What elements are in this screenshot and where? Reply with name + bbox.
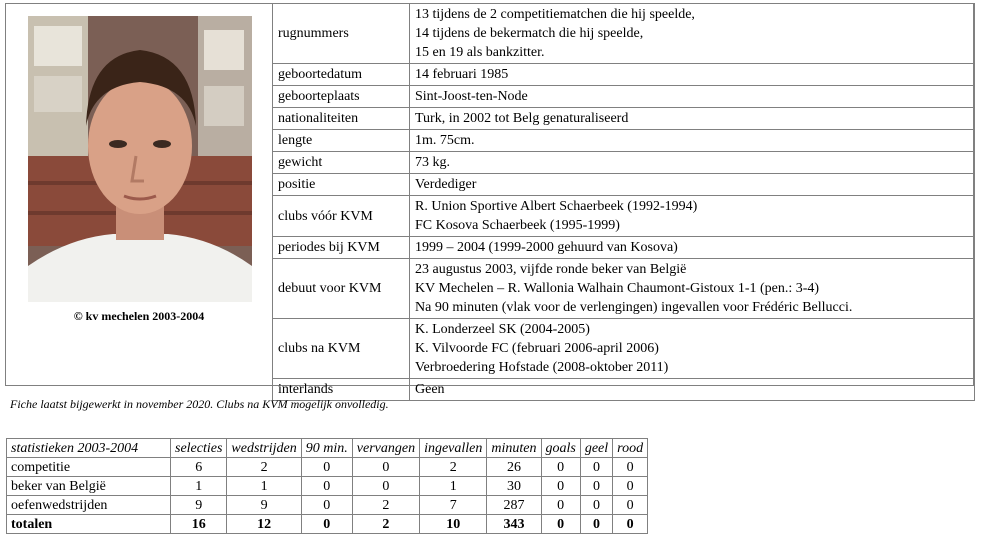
info-row xyxy=(273,64,975,86)
stats-cell: 2 xyxy=(352,496,419,515)
info-value xyxy=(410,108,975,130)
stats-cell: 1 xyxy=(171,477,227,496)
stats-cell: 7 xyxy=(420,496,487,515)
stats-column-header: goals xyxy=(541,439,580,458)
info-label: lengte xyxy=(273,130,410,152)
stats-cell: 0 xyxy=(541,515,580,534)
info-value-line: Geen xyxy=(415,382,445,397)
info-value xyxy=(410,130,975,152)
info-label: periodes bij KVM xyxy=(273,237,410,259)
stats-cell: 0 xyxy=(580,477,612,496)
stats-cell: 0 xyxy=(301,458,352,477)
stats-column-header: minuten xyxy=(487,439,541,458)
stats-cell: 0 xyxy=(541,477,580,496)
stats-column-header: statistieken 2003-2004 xyxy=(7,439,171,458)
update-note: Fiche laatst bijgewerkt in november 2020. Clubs na KVM mogelijk onvolledig. xyxy=(10,397,389,411)
info-value-line: 14 tijdens de bekermatch die hij speelde, xyxy=(415,26,644,41)
stats-cell: 26 xyxy=(487,458,541,477)
info-value-line: Turk, in 2002 tot Belg genaturaliseerd xyxy=(415,111,629,126)
stats-cell: 0 xyxy=(580,458,612,477)
photo-cell xyxy=(6,4,272,385)
info-label: clubs vóór KVM xyxy=(273,196,410,237)
info-value xyxy=(410,259,975,319)
stats-cell: 0 xyxy=(580,515,612,534)
info-label: positie xyxy=(273,174,410,196)
info-value xyxy=(410,152,975,174)
statistics-table xyxy=(6,438,648,534)
info-value xyxy=(410,319,975,379)
player-info-table xyxy=(272,3,975,401)
info-value-line: Sint-Joost-ten-Node xyxy=(415,89,528,104)
stats-cell: 30 xyxy=(487,477,541,496)
stats-row xyxy=(7,477,648,496)
info-value-line: Verbroedering Hofstade (2008-oktober 2011) xyxy=(415,360,669,375)
photo-caption: © kv mechelen 2003-2004 xyxy=(73,309,205,323)
stats-cell: 0 xyxy=(301,515,352,534)
stats-cell: 2 xyxy=(420,458,487,477)
stats-column-header: selecties xyxy=(171,439,227,458)
stats-row-label: beker van België xyxy=(7,477,171,496)
info-row xyxy=(273,196,975,237)
stats-cell: 6 xyxy=(171,458,227,477)
info-value xyxy=(410,379,975,401)
stats-cell: 343 xyxy=(487,515,541,534)
stats-column-header: ingevallen xyxy=(420,439,487,458)
info-value-line: R. Union Sportive Albert Schaerbeek (1992-1994) xyxy=(415,199,698,214)
info-value-line: K. Londerzeel SK (2004-2005) xyxy=(415,322,590,337)
stats-cell: 2 xyxy=(352,515,419,534)
stats-cell: 16 xyxy=(171,515,227,534)
info-label: geboortedatum xyxy=(273,64,410,86)
info-row xyxy=(273,174,975,196)
stats-cell: 0 xyxy=(541,496,580,515)
info-row xyxy=(273,152,975,174)
stats-total-row xyxy=(7,515,648,534)
info-value xyxy=(410,4,975,64)
stats-cell: 0 xyxy=(301,477,352,496)
stats-row-label: oefenwedstrijden xyxy=(7,496,171,515)
info-value-line: 23 augustus 2003, vijfde ronde beker van België xyxy=(415,262,687,277)
info-value-line: 73 kg. xyxy=(415,155,450,170)
stats-column-header: rood xyxy=(613,439,648,458)
stats-cell: 0 xyxy=(301,496,352,515)
stats-cell: 0 xyxy=(541,458,580,477)
stats-row xyxy=(7,496,648,515)
player-photo xyxy=(28,16,252,302)
stats-row-label: totalen xyxy=(7,515,171,534)
stats-cell: 9 xyxy=(227,496,301,515)
info-value-line: 14 februari 1985 xyxy=(415,67,509,82)
info-value-line: 13 tijdens de 2 competitiematchen die hij speelde, xyxy=(415,7,695,22)
info-row xyxy=(273,108,975,130)
info-value-line: 15 en 19 als bankzitter. xyxy=(415,45,545,60)
info-row xyxy=(273,130,975,152)
info-label: geboorteplaats xyxy=(273,86,410,108)
player-portrait-image xyxy=(28,16,252,302)
stats-cell: 2 xyxy=(227,458,301,477)
info-value xyxy=(410,64,975,86)
info-value-line: Na 90 minuten (vlak voor de verlengingen) ingevallen voor Frédéric Bellucci. xyxy=(415,300,853,315)
stats-cell: 0 xyxy=(352,458,419,477)
stats-row xyxy=(7,458,648,477)
info-label: rugnummers xyxy=(273,4,410,64)
info-label: interlands xyxy=(273,379,410,401)
stats-column-header: geel xyxy=(580,439,612,458)
info-value-line: 1m. 75cm. xyxy=(415,133,475,148)
stats-cell: 1 xyxy=(420,477,487,496)
stats-cell: 0 xyxy=(580,496,612,515)
info-value-line: Verdediger xyxy=(415,177,477,192)
info-row xyxy=(273,4,975,64)
info-value xyxy=(410,174,975,196)
stats-cell: 12 xyxy=(227,515,301,534)
info-value-line: K. Vilvoorde FC (februari 2006-april 2006) xyxy=(415,341,659,356)
stats-cell: 0 xyxy=(352,477,419,496)
info-value-line: 1999 – 2004 (1999-2000 gehuurd van Kosova) xyxy=(415,240,678,255)
stats-cell: 0 xyxy=(613,496,648,515)
stats-cell: 287 xyxy=(487,496,541,515)
stats-cell: 10 xyxy=(420,515,487,534)
statistics-header-row xyxy=(7,439,648,458)
player-sheet xyxy=(5,3,974,397)
info-value xyxy=(410,237,975,259)
stats-cell: 1 xyxy=(227,477,301,496)
info-row xyxy=(273,86,975,108)
stats-cell: 0 xyxy=(613,515,648,534)
info-value xyxy=(410,86,975,108)
stats-row-label: competitie xyxy=(7,458,171,477)
stats-cell: 0 xyxy=(613,458,648,477)
stats-cell: 0 xyxy=(613,477,648,496)
info-label: nationaliteiten xyxy=(273,108,410,130)
stats-column-header: wedstrijden xyxy=(227,439,301,458)
info-value-line: KV Mechelen – R. Wallonia Walhain Chaumont-Gistoux 1-1 (pen.: 3-4) xyxy=(415,281,820,296)
info-row xyxy=(273,237,975,259)
info-value xyxy=(410,196,975,237)
stats-column-header: 90 min. xyxy=(301,439,352,458)
stats-cell: 9 xyxy=(171,496,227,515)
info-value-line: FC Kosova Schaerbeek (1995-1999) xyxy=(415,218,620,233)
info-label: gewicht xyxy=(273,152,410,174)
stats-column-header: vervangen xyxy=(352,439,419,458)
info-label: debuut voor KVM xyxy=(273,259,410,319)
info-label: clubs na KVM xyxy=(273,319,410,379)
info-row xyxy=(273,319,975,379)
info-row xyxy=(273,259,975,319)
